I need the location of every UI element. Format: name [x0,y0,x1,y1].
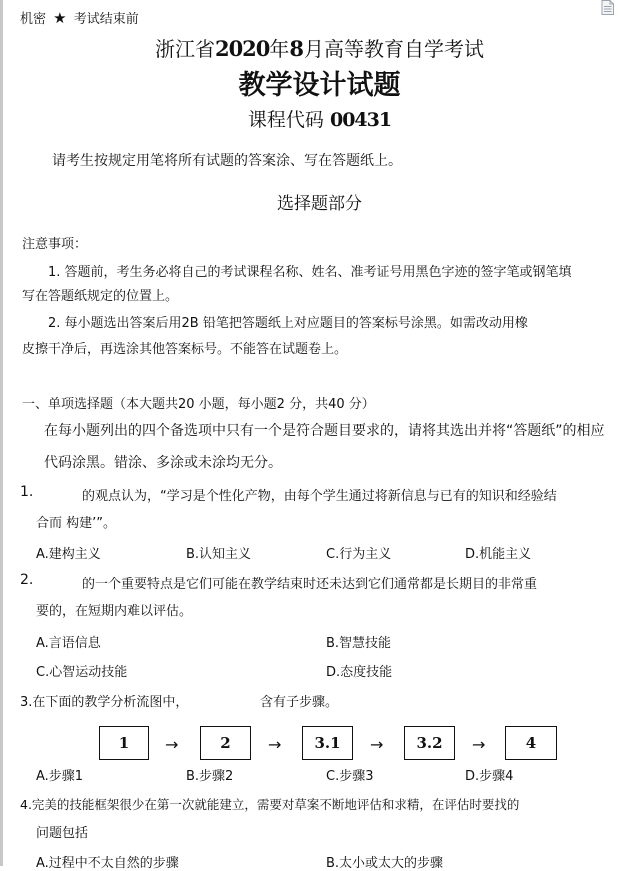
q1-stem-line-2: 合而 构建’”。 [36,516,116,531]
part1-heading: 一、单项选择题（本大题共20 小题，每小题2 分，共40 分） [22,397,375,412]
document-icon[interactable] [601,0,614,15]
star-icon: ★ [53,9,67,27]
q2-stem-line-2: 要的，在短期内难以评估。 [36,604,193,619]
q2-option-c: C.心智运动技能 [36,665,128,680]
q3-option-b: B.步骤2 [186,769,234,784]
title-year: 2020 [214,36,270,61]
q4-option-b: B.太小或太大的步骤 [326,856,444,871]
course-code-label: 课程代码 [247,109,324,131]
q3-option-c: C.步骤3 [326,769,374,784]
part1-desc-line-2: 代码涂黑。错涂、多涂或未涂均无分。 [44,455,282,471]
flow-step-box: 4 [505,726,557,760]
q1-option-a: A.建构主义 [36,547,101,562]
flow-arrow-icon: → [472,735,486,754]
title-year-suffix: 年 [269,37,290,61]
note-1-line-2: 写在答题纸规定的位置上。 [22,289,179,304]
course-code [0,105,639,132]
answer-instruction: 请考生按规定用笔将所有试题的答案涂、写在答题纸上。 [52,153,402,169]
note-2-line-1: 2. 每小题选出答案后用2B 铅笔把答题纸上对应题目的答案标号涂黑。如需改动用橡 [48,316,528,331]
secret-label: 机密 [20,12,47,27]
part1-desc-line-1: 在每小题列出的四个备选项中只有一个是符合题目要求的，请将其选出并将“答题纸”的相应 [44,423,605,439]
flow-step-box: 3.2 [404,726,455,760]
q1-option-d: D.机能主义 [465,547,532,562]
section-title: 选择题部分 [277,194,362,214]
flow-step-box: 1 [99,726,149,760]
flow-step-box: 2 [200,726,251,760]
q1-option-b: B.认知主义 [186,547,252,562]
q3-option-a: A.步骤1 [36,769,84,784]
q1-stem-line-1: 的观点认为，“学习是个性化产物，由每个学生通过将新信息与已有的知识和经验结 [82,489,557,504]
flow-arrow-icon: → [165,735,179,754]
q2-stem-line-1: 的一个重要特点是它们可能在教学结束时还未达到它们通常都是长期目的非常重 [82,577,538,592]
confidential-header [20,8,139,27]
q4-stem-line-2: 问题包括 [36,826,89,841]
exam-end-label: 考试结束前 [73,12,139,27]
q3-stem-part-2: 含有子步骤。 [260,695,339,710]
title-province: 浙江省 [154,37,215,61]
title-month: 8 [289,36,305,61]
flow-arrow-icon: → [370,735,384,754]
q2-option-a: A.言语信息 [36,636,101,651]
paper-title: 教学设计试题 [238,70,401,101]
q3-option-d: D.步骤4 [465,769,514,784]
q4-stem-line-1: 4.完美的技能框架很少在第一次就能建立，需要对草案不断地评估和求精，在评估时要找的 [20,797,520,812]
flow-step-box: 3.1 [302,726,353,760]
q1-number: 1. [20,484,34,500]
exam-title [0,33,639,62]
flow-arrow-icon: → [268,735,282,754]
q2-number: 2. [20,572,34,588]
title-exam-name: 月高等教育自学考试 [304,37,485,61]
q2-option-b: B.智慧技能 [326,636,392,651]
q4-option-a: A.过程中不太自然的步骤 [36,856,179,871]
course-code-value: 00431 [329,109,392,131]
note-1-line-1: 1. 答题前，考生务必将自己的考试课程名称、姓名、准考证号用黑色字迹的签字笔或钢笔填 [48,265,572,280]
notes-heading: 注意事项： [22,237,88,252]
q2-option-d: D.态度技能 [326,665,393,680]
q1-option-c: C.行为主义 [326,547,392,562]
q3-stem-part-1: 3.在下面的教学分析流图中， [20,695,189,710]
note-2-line-2: 皮擦干净后，再选涂其他答案标号。不能答在试题卷上。 [22,342,348,357]
